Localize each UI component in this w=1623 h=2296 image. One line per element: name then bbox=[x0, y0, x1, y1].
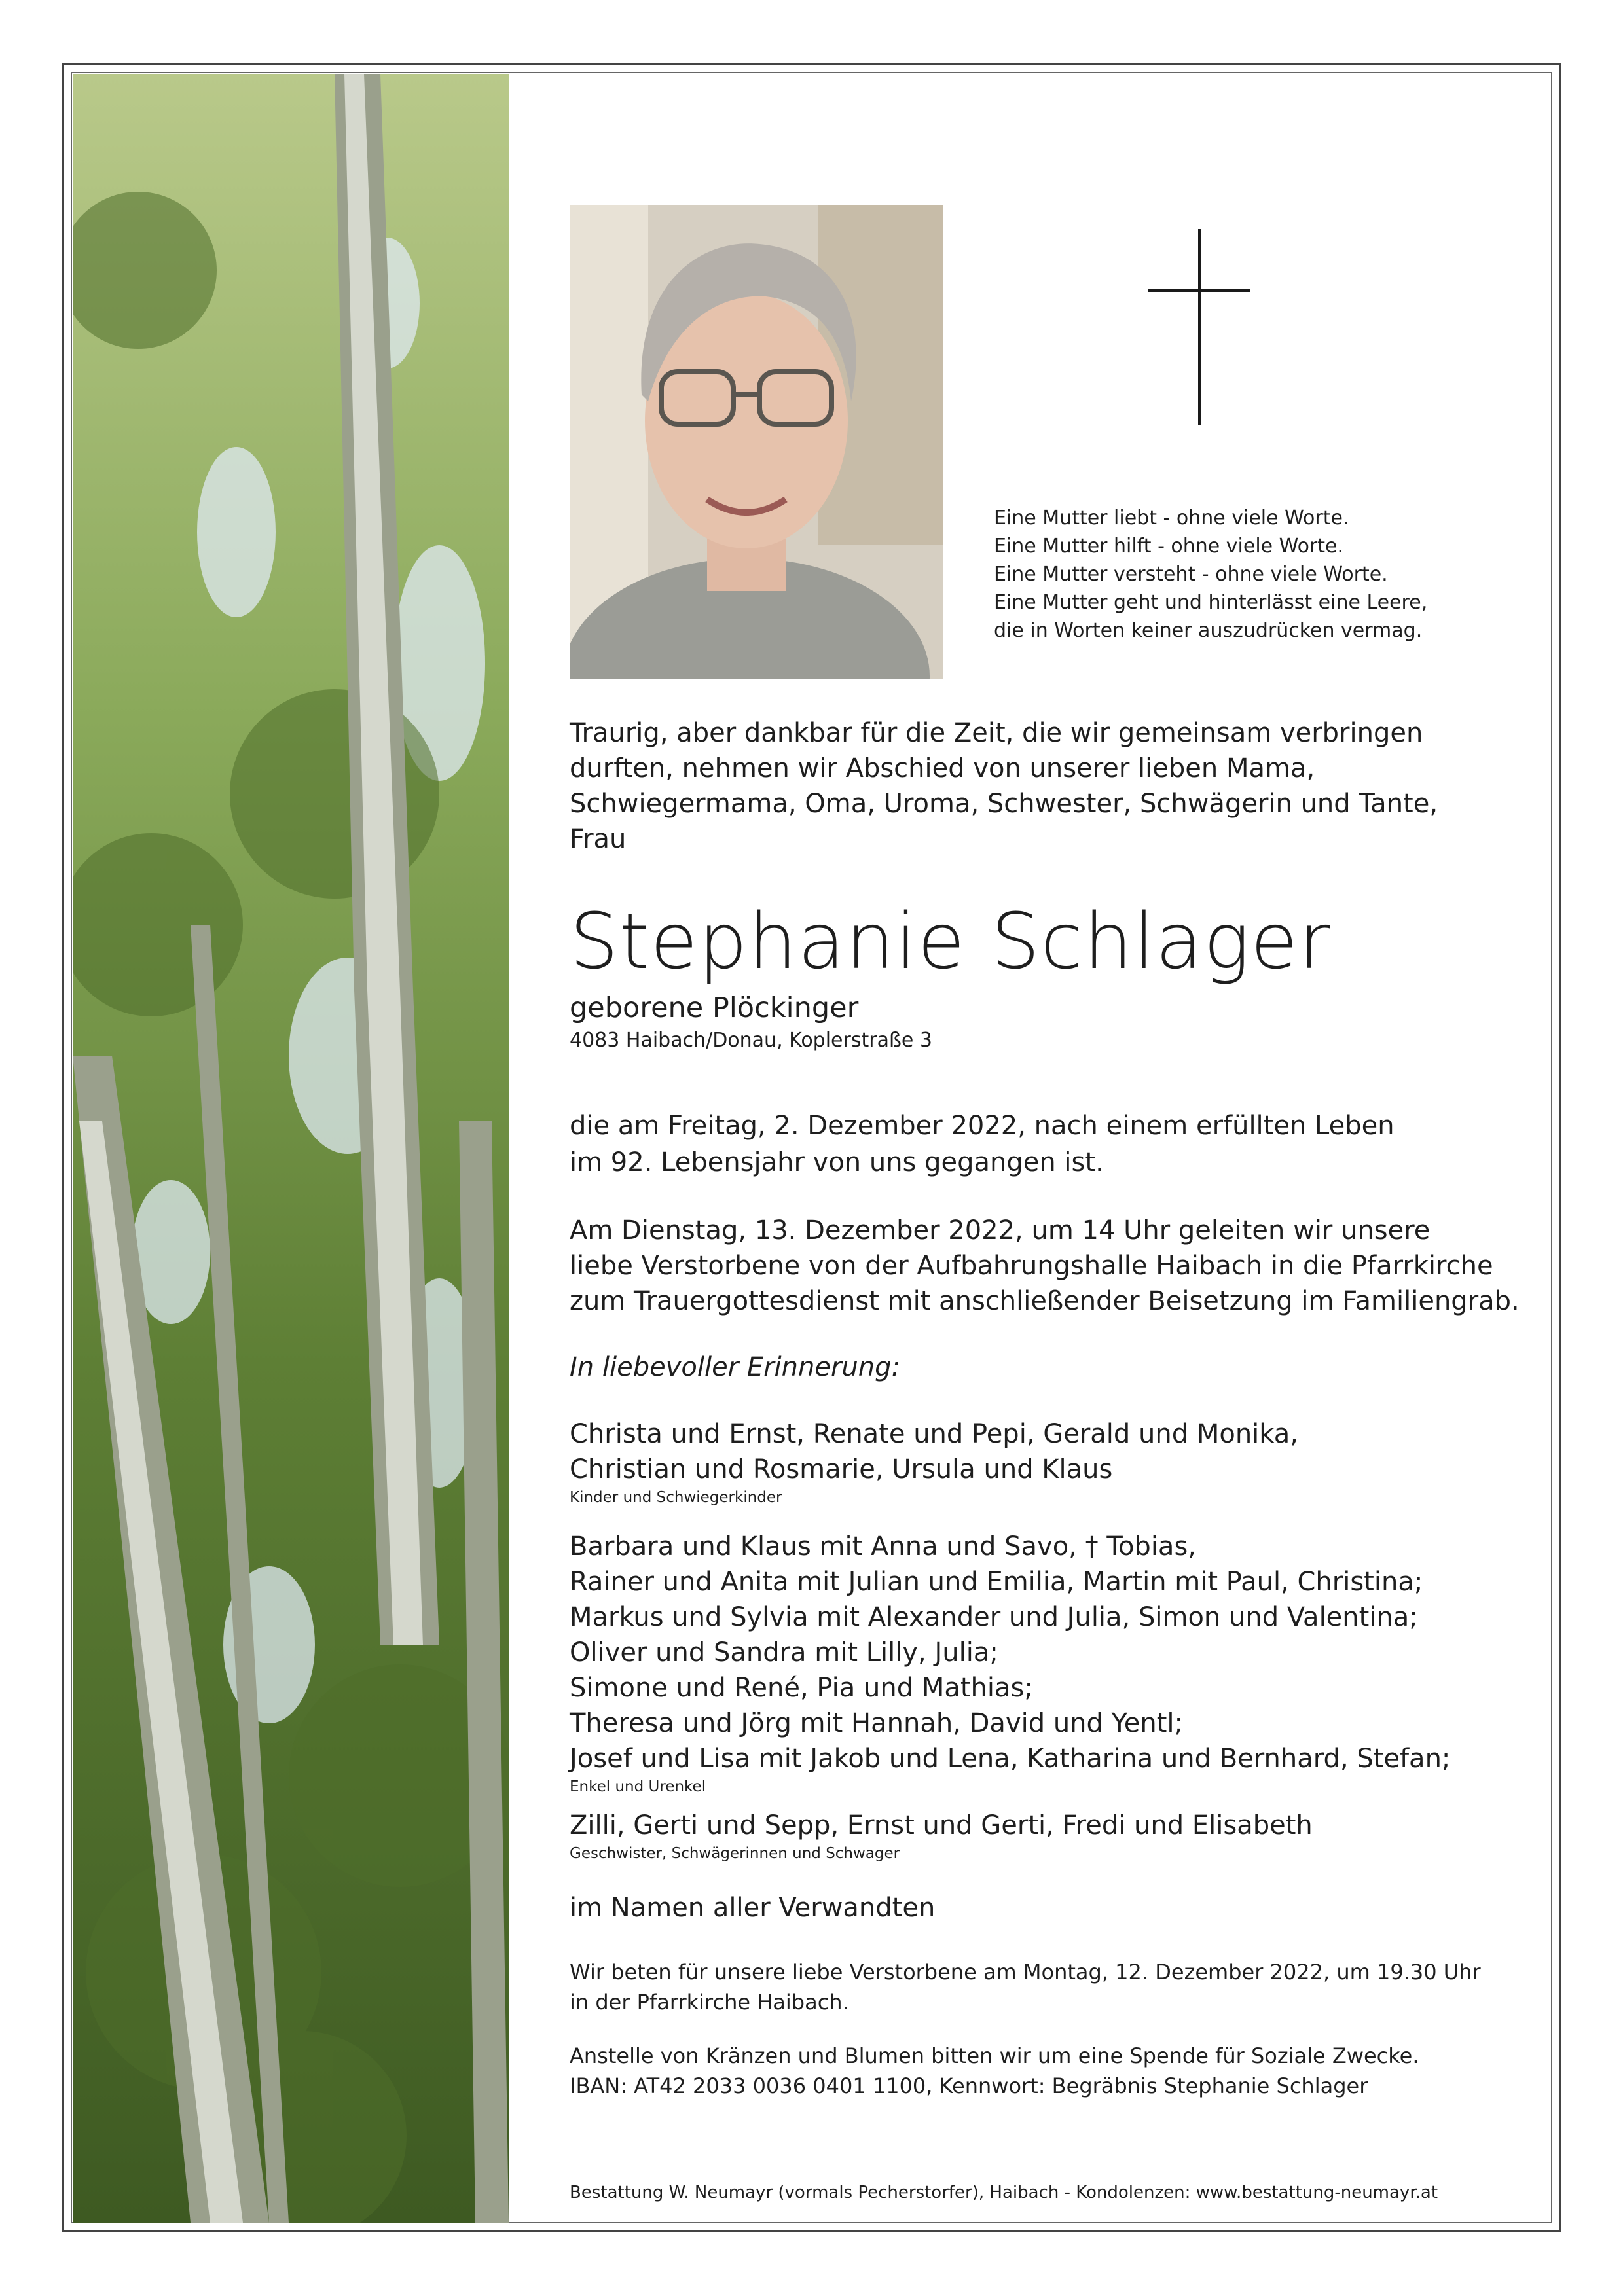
footer: Bestattung W. Neumayr (vormals Pecherstorfer), Haibach - Kondolenzen: www.bestattung-neumayr.at bbox=[570, 2183, 1438, 2202]
death-notice bbox=[570, 1107, 1512, 1181]
siblings-group bbox=[570, 1808, 1512, 1863]
funeral-line: zum Trauergottesdienst mit anschließender Beisetzung im Familiengrab. bbox=[570, 1286, 1520, 1316]
deceased-name: Stephanie Schlager bbox=[570, 896, 1332, 986]
death-line: im 92. Lebensjahr von uns gegangen ist. bbox=[570, 1147, 1104, 1177]
group-caption: Enkel und Urenkel bbox=[570, 1778, 706, 1795]
group-caption: Kinder und Schwiegerkinder bbox=[570, 1489, 782, 1506]
mourner-line: Markus und Sylvia mit Alexander und Julia, Simon und Valentina; bbox=[570, 1602, 1418, 1632]
forest-image bbox=[73, 74, 509, 2223]
children-group bbox=[570, 1416, 1512, 1507]
poem bbox=[994, 504, 1518, 645]
cross-icon bbox=[1148, 229, 1250, 425]
death-line: die am Freitag, 2. Dezember 2022, nach einem erfüllten Leben bbox=[570, 1111, 1395, 1141]
relatives-line: im Namen aller Verwandten bbox=[570, 1893, 936, 1923]
poem-line: Eine Mutter versteht - ohne viele Worte. bbox=[994, 563, 1388, 586]
mourner-line: Simone und René, Pia und Mathias; bbox=[570, 1673, 1033, 1703]
group-caption: Geschwister, Schwägerinnen und Schwager bbox=[570, 1845, 900, 1862]
poem-line: Eine Mutter geht und hinterlässt eine Leere, bbox=[994, 591, 1428, 614]
grandchildren-group bbox=[570, 1529, 1512, 1796]
mourner-line: Christa und Ernst, Renate und Pepi, Gerald und Monika, bbox=[570, 1419, 1298, 1449]
intro-line: Schwiegermama, Oma, Uroma, Schwester, Schwägerin und Tante, bbox=[570, 789, 1438, 819]
mourner-line: Christian und Rosmarie, Ursula und Klaus bbox=[570, 1454, 1113, 1484]
intro-line: Traurig, aber dankbar für die Zeit, die wir gemeinsam verbringen bbox=[570, 718, 1423, 748]
maiden-name: geborene Plöckinger bbox=[570, 992, 859, 1024]
intro-line: durften, nehmen wir Abschied von unserer lieben Mama, bbox=[570, 753, 1315, 783]
prayer-line: Wir beten für unsere liebe Verstorbene am Montag, 12. Dezember 2022, um 19.30 Uhr bbox=[570, 1960, 1481, 1984]
poem-line: die in Worten keiner auszudrücken vermag. bbox=[994, 619, 1423, 642]
donation-notice bbox=[570, 2041, 1512, 2101]
funeral-line: liebe Verstorbene von der Aufbahrungshalle Haibach in die Pfarrkirche bbox=[570, 1251, 1493, 1281]
memory-heading: In liebevoller Erinnerung: bbox=[570, 1352, 900, 1382]
portrait-photo bbox=[570, 205, 943, 679]
mourner-line: Theresa und Jörg mit Hannah, David und Yentl; bbox=[570, 1708, 1183, 1738]
funeral-notice bbox=[570, 1213, 1520, 1319]
mourner-line: Rainer und Anita mit Julian und Emilia, Martin mit Paul, Christina; bbox=[570, 1567, 1423, 1597]
prayer-notice bbox=[570, 1957, 1512, 2017]
donation-line: IBAN: AT42 2033 0036 0401 1100, Kennwort: Begräbnis Stephanie Schlager bbox=[570, 2073, 1368, 2098]
donation-line: Anstelle von Kränzen und Blumen bitten wir um eine Spende für Soziale Zwecke. bbox=[570, 2043, 1419, 2068]
poem-line: Eine Mutter liebt - ohne viele Worte. bbox=[994, 507, 1349, 529]
mourner-line: Josef und Lisa mit Jakob und Lena, Katharina und Bernhard, Stefan; bbox=[570, 1744, 1451, 1774]
mourner-line: Zilli, Gerti und Sepp, Ernst und Gerti, Fredi und Elisabeth bbox=[570, 1810, 1313, 1840]
poem-line: Eine Mutter hilft - ohne viele Worte. bbox=[994, 535, 1344, 558]
mourner-line: Oliver und Sandra mit Lilly, Julia; bbox=[570, 1638, 998, 1668]
intro-text bbox=[570, 715, 1512, 857]
mourner-line: Barbara und Klaus mit Anna und Savo, † Tobias, bbox=[570, 1532, 1196, 1562]
intro-line: Frau bbox=[570, 824, 627, 854]
address: 4083 Haibach/Donau, Koplerstraße 3 bbox=[570, 1029, 932, 1052]
prayer-line: in der Pfarrkirche Haibach. bbox=[570, 1990, 849, 2015]
funeral-line: Am Dienstag, 13. Dezember 2022, um 14 Uhr geleiten wir unsere bbox=[570, 1215, 1431, 1246]
